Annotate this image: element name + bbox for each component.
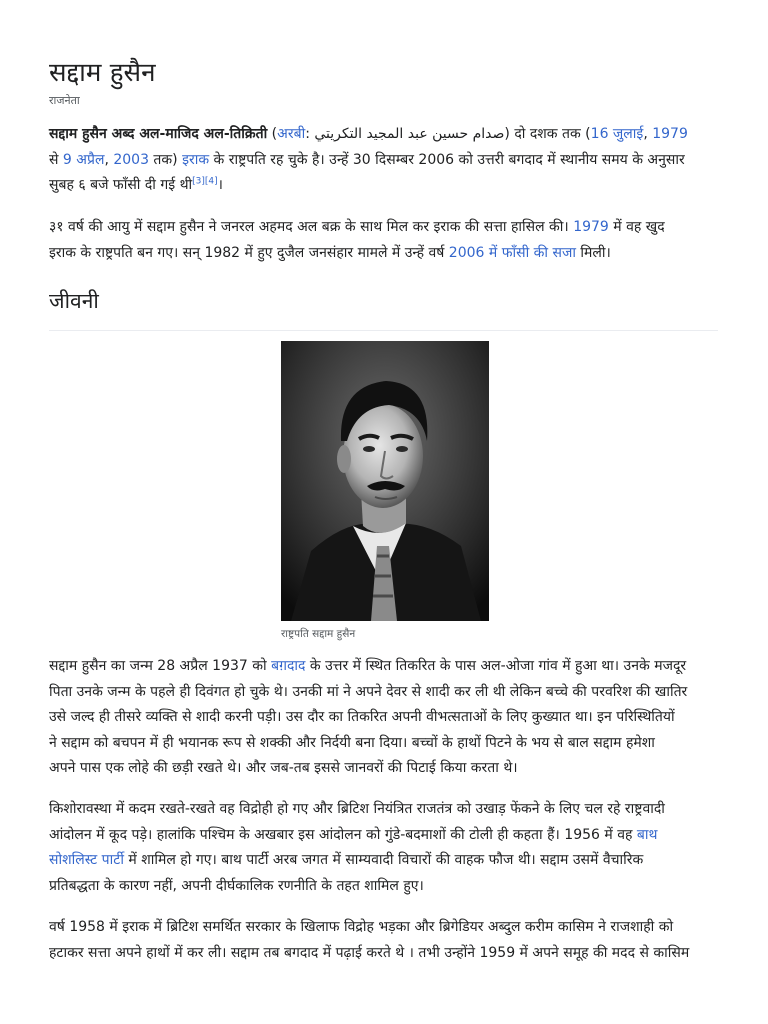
bio3-line-2: हटाकर सत्ता अपने हाथों में कर ली। सद्दाम तब बगदाद में पढ़ाई करते थे । तभी उन्होंने 1959 में अपने समूह की मदद से कासिम	[49, 944, 690, 961]
arabic-link[interactable]: अरबी	[277, 126, 306, 142]
bio3-line-1: वर्ष 1958 में इराक में ब्रिटिश समर्थित सरकार के खिलाफ विद्रोह भड़का और ब्रिगेडियर अब्दुल करीम कासिम ने राजशाही को	[49, 919, 674, 935]
baghdad-link[interactable]: बग़दाद	[271, 658, 306, 674]
bio2-line-2	[49, 823, 721, 849]
iraq-link[interactable]: इराक	[182, 151, 210, 168]
year-link-2003[interactable]: 2003	[113, 151, 149, 168]
year-link-1979[interactable]: 1979	[573, 219, 609, 235]
bio1-line-5: अपने पास एक लोहे की छड़ी रखते थे। और जब-तब इससे जानवरों की पिटाई किया करता थे।	[49, 760, 518, 776]
summary-paragraph	[49, 215, 721, 266]
socialist-party-link[interactable]: सोशलिस्ट पार्टी	[49, 852, 124, 868]
portrait-photo[interactable]	[281, 341, 489, 621]
biography-paragraph-1	[49, 654, 721, 782]
comma-text: ,	[104, 151, 114, 168]
bio-text: आंदोलन में कूद पड़े। हालांकि पश्चिम के अखबार इस आंदोलन को गुंडे-बदमाशों की टोली ही कहता हैं। 1956 में वह	[49, 826, 637, 843]
bio2-line-4: प्रतिबद्धता के कारण नहीं, अपनी दीर्घकालिक रणनीति के तहत शामिल हुए।	[49, 877, 424, 894]
year-link-1979[interactable]: 1979	[652, 126, 688, 142]
intro-text: के राष्ट्रपति रह चुके है। उन्हें 30 दिसम्बर 2006 को उत्तरी बगदाद में स्थानीय समय के अनुसार	[209, 151, 685, 168]
bio-text: सद्दाम हुसैन का जन्म 28 अप्रैल 1937 को	[49, 658, 272, 674]
bio-text: के उत्तर में स्थित तिकरित के पास अल-ओजा गांव में हुआ था। उनके मजदूर	[305, 658, 687, 674]
summary-text: मिली।	[575, 244, 611, 261]
portrait-figure[interactable]	[281, 341, 489, 621]
page-subtitle: राजनेता	[49, 94, 80, 107]
summary-text: में वह खुद	[608, 219, 665, 235]
duration-text: ) दो दशक तक (	[504, 126, 591, 142]
intro-line-2	[49, 148, 721, 174]
date-link-9-april[interactable]: 9 अप्रैल	[62, 151, 105, 168]
bio1-line-4: ने सद्दाम को बचपन में ही भयानक रूप से शक्की और निर्दयी बना दिया। बच्चों के हाथों पिटने के भय से बाल सद्दाम हमेशा	[49, 734, 655, 751]
bold-name: सद्दाम हुसैन अब्द अल-माजिद अल-तिक्रिती	[49, 126, 268, 142]
summary-line-2	[49, 241, 721, 267]
arabic-name: : صدام حسين عبد المجيد التكريتي	[305, 126, 505, 142]
danda: ।	[217, 177, 223, 193]
summary-text: इराक के राष्ट्रपति बन गए। सन् 1982 में हुए दुजैल जनसंहार मामले में उन्हें वर्ष	[49, 244, 449, 261]
section-divider	[49, 330, 718, 331]
reference-link-4[interactable]: [4]	[204, 176, 218, 187]
summary-text: ३१ वर्ष की आयु में सद्दाम हुसैन ने जनरल अहमद अल बक्र के साथ मिल कर इराक की सत्ता हासिल की।	[49, 219, 574, 235]
paren-text: (	[267, 126, 278, 142]
biography-paragraph-3	[49, 915, 721, 966]
comma-text: ,	[643, 126, 653, 142]
bio1-line-2: पिता उनके जन्म के पहले ही दिवंगत हो चुके थे। उनकी मां ने अपने देवर से शादी कर ली थी लेकिन बच्चे की परवरिश की खातिर	[49, 683, 688, 700]
bio1-line-3: उसे जल्द ही तीसरे व्यक्ति से शादी करनी पड़ी। उस दौर का तिकरित अपनी वीभत्सताओं के लिए कुख्यात था। इन परिस्थितियों	[49, 709, 675, 725]
biography-paragraph-2	[49, 797, 721, 899]
bio2-line-1: किशोरावस्था में कदम रखते-रखते वह विद्रोही हो गए और ब्रिटिश नियंत्रित राजतंत्र को उखाड़ फेंकने के लिए चल रहे राष्ट्रवादी	[49, 801, 665, 817]
section-heading-biography[interactable]: जीवनी	[49, 289, 99, 313]
se-text: से	[49, 151, 63, 168]
page-title: सद्दाम हुसैन	[49, 58, 156, 88]
bio2-line-3	[49, 848, 721, 874]
reference-link-3[interactable]: [3]	[192, 176, 205, 187]
figure-caption: राष्ट्रपति सद्दाम हुसैन	[281, 628, 356, 640]
bio-text: में शामिल हो गए। बाथ पार्टी अरब जगत में साम्यवादी विचारों की वाहक फौज थी। सद्दाम उसमें वैचारिक	[123, 852, 644, 868]
execution-link[interactable]: 2006 में फाँसी की सजा	[448, 244, 576, 261]
baath-party-link[interactable]: बाथ	[636, 826, 658, 843]
intro-line-1	[49, 122, 721, 148]
tak-text: तक)	[148, 151, 183, 168]
intro-text: सुबह ६ बजे फाँसी दी गई थी	[49, 177, 193, 193]
bio1-line-1	[49, 654, 721, 680]
date-link-16-july[interactable]: 16 जुलाई	[590, 126, 644, 142]
intro-paragraph	[49, 122, 721, 199]
intro-line-3	[49, 173, 721, 199]
summary-line-1	[49, 215, 721, 241]
